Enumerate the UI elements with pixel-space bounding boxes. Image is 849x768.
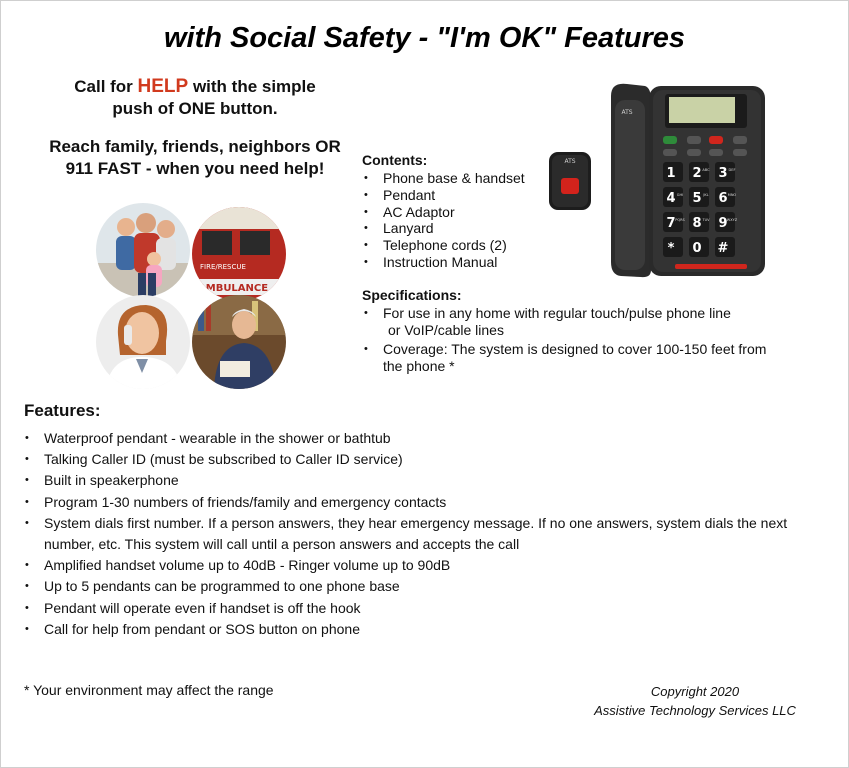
intro-text: Call for (74, 77, 138, 96)
phone-key-label: 7 (666, 216, 676, 231)
list-item: • Call for help from pendant or SOS button on phone (24, 619, 834, 640)
phone-key-letters: TUV (702, 218, 710, 222)
contents-heading: Contents: (362, 152, 428, 168)
phone-key-label: 3 (718, 166, 728, 181)
spec-line: For use in any home with regular touch/pulse phone line (383, 305, 731, 321)
intro-line-1 (30, 76, 360, 98)
phone-key-letters: JKL (703, 193, 709, 197)
specifications-list (362, 305, 802, 375)
phone-key-label: 4 (666, 191, 676, 206)
phone-key-letters: GHI (676, 193, 684, 197)
phone-key-label: 8 (692, 216, 702, 231)
list-item: • Up to 5 pendants can be programmed to one phone base (24, 576, 834, 597)
intro-line-3: Reach family, friends, neighbors OR (49, 137, 341, 156)
ambulance-text: AMBULANCE (198, 283, 269, 294)
footnote: * Your environment may affect the range (24, 682, 274, 698)
phone-key-letters: DEF (728, 168, 736, 172)
phone-key-letters: ABC (702, 168, 710, 172)
list-item: • Pendant (362, 187, 602, 204)
phone-key-label: 0 (692, 241, 702, 256)
phone-image (605, 80, 767, 278)
page-title: with Social Safety - "I'm OK" Features (163, 22, 686, 54)
copyright-block (560, 682, 830, 720)
intro-line-4: 911 FAST - when you need help! (65, 159, 325, 178)
contents-section (362, 152, 602, 271)
list-item: • System dials first number. If a person answers, they hear emergency message. If no one answers, system dials the next number, etc. This system will call until a person answers and accepts the call (24, 513, 834, 555)
spec-line: or VoIP/cable lines (388, 322, 504, 338)
family-photo (96, 203, 190, 297)
man-reading-photo (192, 295, 286, 389)
pendant-brand: ATS (564, 158, 576, 165)
list-item: • AC Adaptor (362, 204, 602, 221)
intro-block (30, 76, 360, 180)
phone-key-label: 9 (718, 216, 728, 231)
contents-list (362, 170, 602, 271)
features-heading: Features: (24, 401, 101, 420)
company-name: Assistive Technology Services LLC (594, 703, 796, 718)
woman-on-phone-photo (96, 295, 190, 389)
spec-line: the phone * (383, 358, 455, 374)
list-item: • Built in speakerphone (24, 470, 834, 491)
list-item: • Talking Caller ID (must be subscribed to Caller ID service) (24, 449, 834, 470)
list-item (362, 305, 802, 339)
list-item: • Instruction Manual (362, 254, 602, 271)
phone-key-label: * (667, 241, 675, 256)
phone-key-letters: MNO (727, 193, 737, 197)
list-item: • Phone base & handset (362, 170, 602, 187)
intro-text: with the simple (188, 77, 316, 96)
phone-key-label: # (717, 241, 729, 256)
list-item (362, 341, 802, 375)
phone-key-label: 1 (666, 166, 676, 181)
intro-line-2: push of ONE button. (112, 99, 278, 118)
list-item: • Amplified handset volume up to 40dB - Ringer volume up to 90dB (24, 555, 834, 576)
specifications-section (362, 287, 802, 375)
copyright-line: Copyright 2020 (650, 684, 740, 699)
phone-key-label: 6 (718, 191, 728, 206)
photo-collage (96, 203, 288, 391)
list-item: • Waterproof pendant - wearable in the shower or bathtub (24, 428, 834, 449)
phone-key-letters: WXYZ (726, 218, 738, 222)
phone-key-label: 2 (692, 166, 702, 181)
spec-line: Coverage: The system is designed to cover 100-150 feet from (383, 341, 767, 357)
phone-key-label: 5 (692, 191, 702, 206)
help-word: HELP (137, 76, 189, 97)
specifications-heading: Specifications: (362, 287, 462, 303)
list-item: • Lanyard (362, 220, 602, 237)
list-item: • Program 1-30 numbers of friends/family and emergency contacts (24, 492, 834, 513)
features-list (24, 428, 834, 640)
list-item: • Pendant will operate even if handset is off the hook (24, 598, 834, 619)
list-item: • Telephone cords (2) (362, 237, 602, 254)
ambulance-photo (192, 207, 286, 301)
fire-rescue-text: FIRE/RESCUE (200, 263, 246, 271)
phone-key-letters: PQRS (675, 218, 685, 222)
phone-brand: ATS (621, 109, 633, 116)
